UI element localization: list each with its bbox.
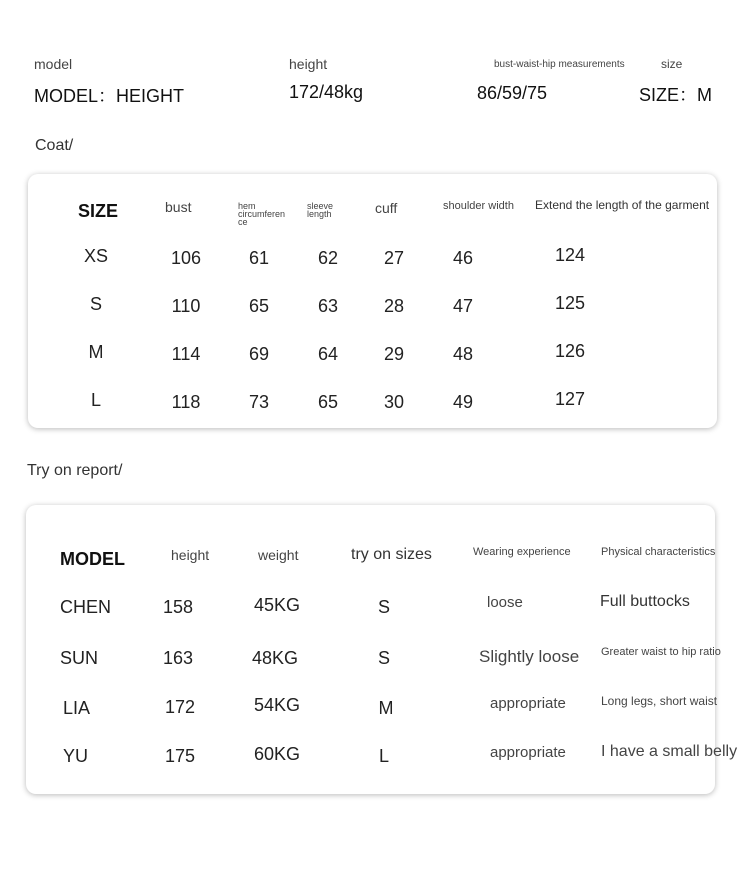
coat-header-shoulder: shoulder width — [443, 200, 514, 212]
size-label: size — [661, 57, 683, 71]
coat-header-hem-line3: ce — [238, 217, 248, 227]
report-cell-size: L — [378, 746, 389, 766]
coat-cell-bust: 118 — [171, 392, 201, 412]
coat-cell-hem: 61 — [248, 248, 270, 268]
report-cell-size: S — [377, 597, 390, 617]
report-header-experience: Wearing experience — [473, 546, 571, 558]
coat-size-table — [28, 174, 717, 428]
try-on-report-table — [26, 505, 738, 794]
report-header-height: height — [171, 547, 210, 563]
coat-cell-length: 125 — [554, 293, 586, 313]
coat-cell-bust: 106 — [170, 248, 202, 268]
coat-header-hem-line1: hem — [238, 201, 256, 211]
coat-header-length: Extend the length of the garment — [535, 198, 710, 212]
coat-cell-length: 124 — [554, 245, 586, 265]
report-cell-size: M — [378, 698, 394, 718]
report-cell-height: 172 — [165, 697, 196, 717]
report-cell-physical: Full buttocks — [600, 593, 690, 610]
coat-cell-cuff: 30 — [383, 392, 405, 412]
coat-cell-hem: 65 — [248, 296, 270, 316]
coat-header-bust: bust — [165, 199, 192, 215]
coat-cell-bust: 110 — [171, 296, 201, 316]
report-cell-height: 158 — [163, 597, 194, 617]
report-cell-experience: appropriate — [490, 695, 566, 712]
report-header-model: MODEL — [60, 549, 125, 569]
report-cell-model: YU — [63, 746, 89, 766]
report-cell-physical: I have a small belly — [601, 743, 738, 760]
report-header-physical: Physical characteristics — [601, 546, 716, 558]
report-cell-experience: loose — [487, 594, 523, 611]
report-header-sizes: try on sizes — [351, 546, 432, 563]
coat-cell-sleeve: 62 — [317, 248, 339, 268]
coat-cell-hem: 73 — [248, 392, 270, 412]
coat-section-title: Coat/ — [35, 137, 74, 154]
coat-cell-shoulder: 49 — [452, 392, 474, 412]
height-value: 172/48kg — [289, 82, 364, 102]
coat-cell-sleeve: 65 — [317, 392, 339, 412]
report-cell-height: 175 — [165, 746, 196, 766]
coat-cell-size: L — [90, 390, 101, 410]
coat-cell-cuff: 27 — [383, 248, 405, 268]
height-label: height — [289, 56, 328, 72]
coat-cell-shoulder: 48 — [452, 344, 474, 364]
report-cell-weight: 54KG — [254, 695, 301, 715]
coat-cell-length: 126 — [554, 341, 586, 361]
bwh-value: 86/59/75 — [477, 83, 548, 103]
coat-header-sleeve — [307, 202, 333, 218]
report-cell-model: CHEN — [60, 597, 112, 617]
report-cell-height: 163 — [163, 648, 194, 668]
report-cell-weight: 48KG — [252, 648, 299, 668]
coat-cell-cuff: 28 — [383, 296, 405, 316]
coat-header-sleeve-line2: length — [307, 209, 332, 219]
model-value: MODEL：HEIGHT — [34, 86, 185, 106]
coat-header-size: SIZE — [78, 201, 119, 221]
report-cell-weight: 60KG — [254, 744, 301, 764]
coat-header-hem-line2: circumferen — [238, 209, 286, 219]
coat-cell-size: M — [88, 342, 104, 362]
report-section-title: Try on report/ — [27, 462, 123, 479]
report-cell-size: S — [377, 648, 390, 668]
coat-cell-bust: 114 — [171, 344, 201, 364]
coat-header-sleeve-line1: sleeve — [307, 201, 334, 211]
model-label: model — [34, 56, 73, 72]
coat-cell-size: S — [89, 294, 102, 314]
report-cell-model: SUN — [60, 648, 99, 668]
report-cell-weight: 45KG — [254, 595, 301, 615]
report-cell-experience: Slightly loose — [479, 647, 580, 666]
coat-cell-shoulder: 46 — [452, 248, 474, 268]
coat-cell-shoulder: 47 — [452, 296, 474, 316]
report-cell-physical: Greater waist to hip ratio — [601, 646, 721, 658]
coat-cell-length: 127 — [554, 389, 586, 409]
coat-header-cuff: cuff — [375, 200, 398, 216]
coat-header-hem — [238, 202, 285, 226]
report-header-weight: weight — [258, 547, 299, 563]
coat-cell-size: XS — [83, 246, 108, 266]
size-value: SIZE：M — [639, 85, 713, 105]
coat-cell-sleeve: 64 — [317, 344, 339, 364]
report-cell-model: LIA — [63, 698, 91, 718]
coat-cell-hem: 69 — [248, 344, 270, 364]
bwh-label: bust-waist-hip measurements — [494, 59, 625, 70]
report-cell-experience: appropriate — [490, 744, 566, 761]
report-cell-physical: Long legs, short waist — [601, 694, 718, 708]
coat-cell-sleeve: 63 — [317, 296, 339, 316]
coat-cell-cuff: 29 — [383, 344, 405, 364]
